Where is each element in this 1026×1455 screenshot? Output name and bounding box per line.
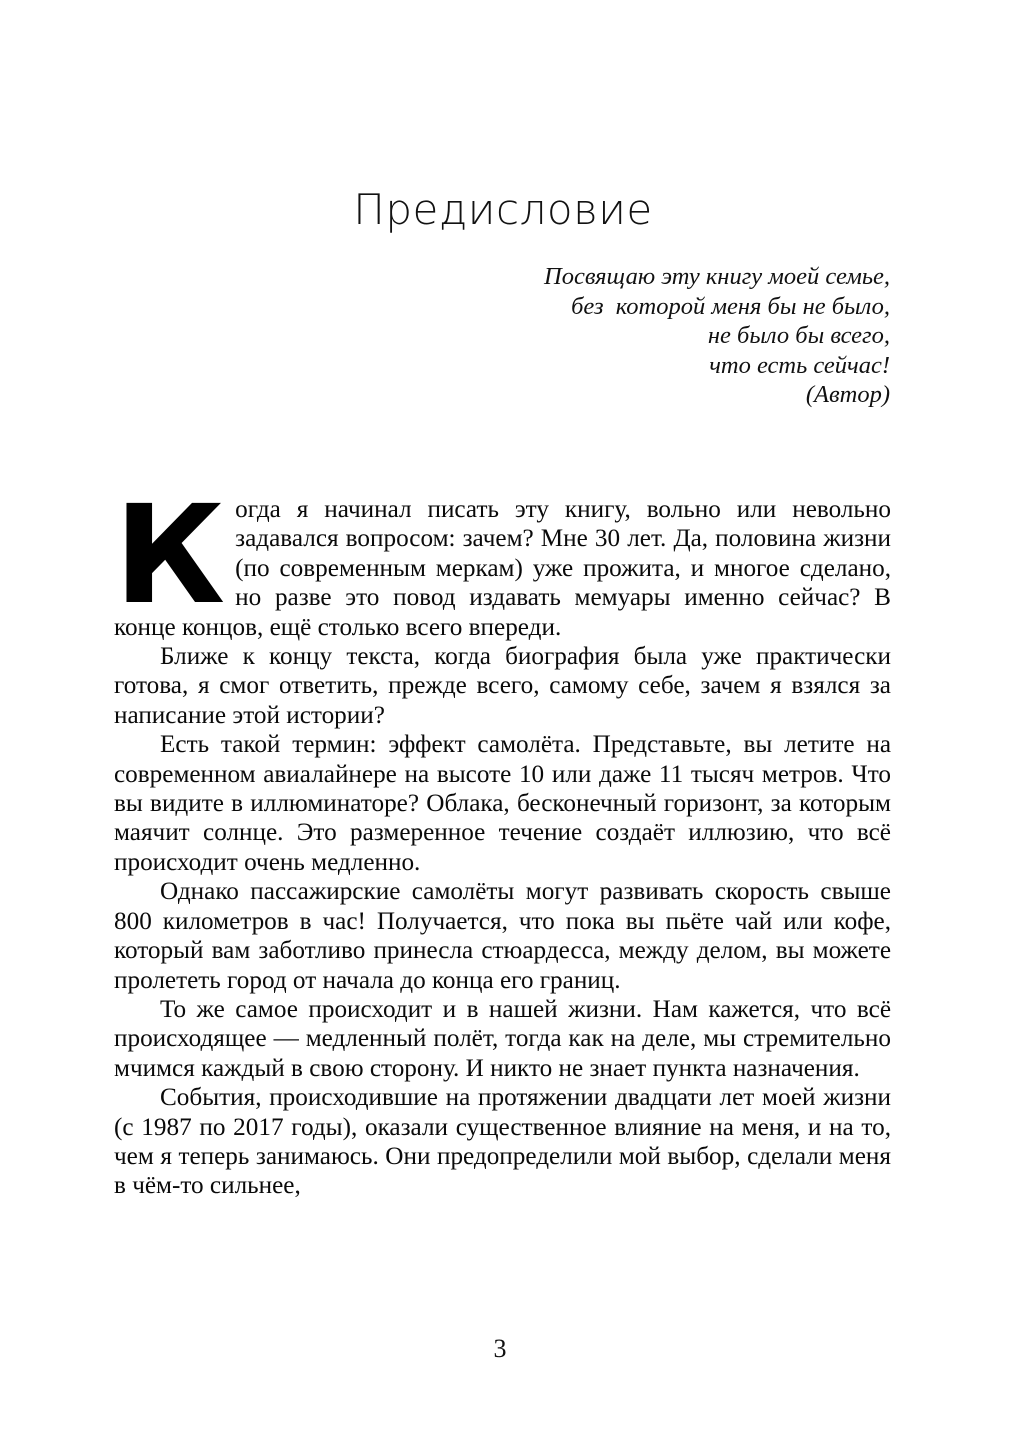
paragraph: огда я начинал писать эту книгу, вольно или невольно задавался вопросом: зачем? Мне 30 лет. Да, половина жизни (по современным меркам) уже прожита, и многое сделано, но разве это повод издавать мемуары именно сейчас? В конце концов, ещё столько всего впереди. [114,496,891,641]
epigraph-line-4: что есть сейчас! [709,351,890,379]
paragraph: События, происходившие на протяжении двадцати лет моей жизни (с 1987 по 2017 годы), оказали существенное влияние на меня, и на то, чем я теперь занимаюсь. Они предопределили мой выбор, сделали меня в чём-то сильнее, [114,1084,891,1200]
epigraph-line-1: Посвящаю эту книгу моей семье, [544,263,890,290]
epigraph-line-3: не было бы всего, [707,322,890,349]
body-text [114,477,891,1201]
paragraph: То же самое происходит и в нашей жизни. Нам кажется, что всё происходящее — медленный полёт, тогда как на деле, мы стремительно мчимся каждый в свою сторону. И никто не знает пункта назначения. [114,995,891,1082]
page-number: 3 [493,1334,507,1363]
paragraph: Ближе к концу текста, когда биография была уже практически готова, я смог ответить, прежде всего, самому себе, зачем я взялся за написание этой истории? [114,643,891,729]
epigraph-line-2: без которой меня бы не было, [571,292,890,320]
paragraph: Есть такой термин: эффект самолёта. Представьте, вы летите на современном авиалайнере на высоте 10 или даже 11 тысяч метров. Что вы видите в иллюминаторе? Облака, бесконечный горизонт, за которым маячит солнце. Это размеренное течение создаёт иллюзию, что всё происходит очень медленно. [114,731,891,876]
drop-cap: К [114,477,226,635]
page-title: Предисловие [353,185,653,235]
epigraph-attribution: (Автор) [805,381,890,408]
paragraph: Однако пассажирские самолёты могут развивать скорость свыше 800 километров в час! Получается, что пока вы пьёте чай или кофе, который вам заботливо принесла стюардесса, между делом, вы можете пролететь город от начала до конца его границ. [114,878,891,994]
epigraph [400,262,890,410]
